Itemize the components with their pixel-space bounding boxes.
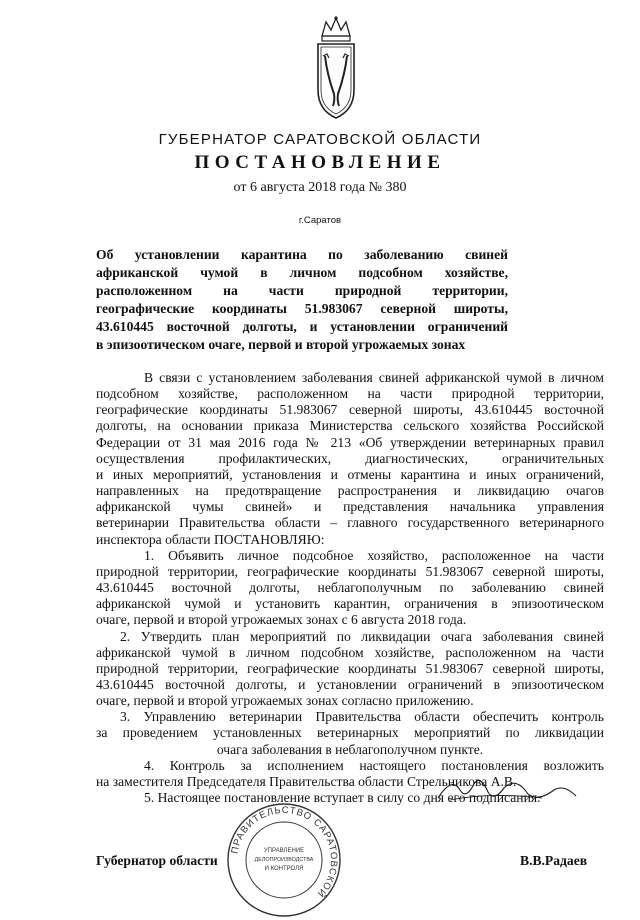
- stamp-outer-text: ПРАВИТЕЛЬСТВО САРАТОВСКОЙ: [229, 804, 340, 900]
- body-line: ветеринарии Правительства области – главного государственного ветеринарного: [96, 515, 604, 531]
- document-body: [96, 370, 604, 806]
- body-line: на заместителя Председателя Правительства области Стрельникова А.В.: [96, 773, 517, 789]
- stamp-inner-line: ДЕЛОПРОИЗВОДСТВА: [254, 857, 314, 863]
- title-line: Об установлении карантина по заболеванию свиней: [96, 247, 508, 262]
- handwritten-signature: [430, 770, 580, 806]
- title-line: 43.610445 восточной долготы, и установлении ограничений: [96, 319, 508, 334]
- body-line: Федерации от 31 мая 2016 года № 213 «Об утверждении ветеринарных правил: [96, 434, 604, 450]
- body-line: африканской чумой в личном подсобном хозяйстве, расположенном на части: [96, 644, 604, 660]
- body-line: природной территории, географические координаты 51.983067 северной широты,: [96, 660, 604, 676]
- document-type-heading: ПОСТАНОВЛЕНИЕ: [194, 152, 446, 173]
- body-line: 5. Настоящее постановление вступает в силу со дня его подписания.: [144, 790, 541, 806]
- body-line: 2. Утвердить план мероприятий по ликвидации очага заболевания свиней: [120, 628, 604, 644]
- title-line: в эпизоотическом очаге, первой и второй угрожаемых зонах: [96, 337, 466, 352]
- title-line: африканской чумой в личном подсобном хозяйстве,: [96, 265, 508, 280]
- signature-position: Губернатор области: [96, 853, 218, 868]
- document-date-number: от 6 августа 2018 года № 380: [233, 180, 407, 195]
- body-line: долготы, на основании приказа Министерства сельского хозяйства Российской: [96, 418, 604, 434]
- body-line: 4. Контроль за исполнением настоящего постановления возложить: [144, 757, 604, 773]
- body-line: 43.610445 восточной долготы, неблагополучным по заболеванию свиней: [96, 580, 604, 596]
- stamp-inner-line: УПРАВЛЕНИЕ: [263, 848, 305, 854]
- body-line: направленных на предотвращение распространения и ликвидацию очагов: [96, 483, 604, 499]
- coat-of-arms-icon: [312, 14, 360, 124]
- organization-heading: ГУБЕРНАТОР САРАТОВСКОЙ ОБЛАСТИ: [158, 131, 482, 148]
- body-line: 3. Управлению ветеринарии Правительства области обеспечить контроль: [120, 709, 604, 725]
- body-line: В связи с установлением заболевания свиней африканской чумой в личном: [144, 370, 604, 385]
- document-title: [96, 246, 508, 354]
- body-line: очага заболевания в неблагополучном пункте.: [216, 741, 484, 757]
- body-line: африканской чумы свиней» и представления начальника управления: [96, 499, 604, 515]
- body-line: очаге, первой и второй угрожаемых зонах согласно приложению.: [96, 693, 474, 709]
- body-line: подсобном хозяйстве, расположенном на части природной территории,: [96, 386, 604, 402]
- body-line: 1. Объявить личное подсобное хозяйство, расположенное на части: [144, 547, 604, 563]
- body-line: осуществления профилактических, диагностических, ограничительных: [96, 450, 604, 466]
- body-line: очаге, первой и второй угрожаемых зонах с 6 августа 2018 года.: [96, 612, 467, 628]
- body-line: природной территории, географические координаты 51.983067 северной широты,: [96, 563, 604, 579]
- stamp-inner-line: И КОНТРОЛЯ: [264, 866, 304, 872]
- body-line: инспектора области ПОСТАНОВЛЯЮ:: [96, 531, 325, 547]
- official-stamp: [224, 800, 344, 920]
- body-line: и иных мероприятий, установления и отмены карантина и иных ограничений,: [96, 466, 604, 482]
- title-line: географические координаты 51.983067 северной широты,: [96, 301, 508, 316]
- body-line: географические координаты 51.983067 северной широты, 43.610445 восточной: [96, 402, 604, 418]
- signature-name: В.В.Радаев: [520, 853, 588, 868]
- body-line: африканской чумой и установить карантин, ограничения в эпизоотическом: [96, 596, 604, 612]
- title-line: расположенном на части природной территории,: [96, 283, 508, 298]
- document-city: г.Саратов: [298, 215, 342, 226]
- body-line: за проведением установленных ветеринарных мероприятий по ликвидации: [96, 725, 604, 741]
- body-line: 43.610445 восточной долготы, и установлении ограничений в эпизоотическом: [96, 676, 604, 692]
